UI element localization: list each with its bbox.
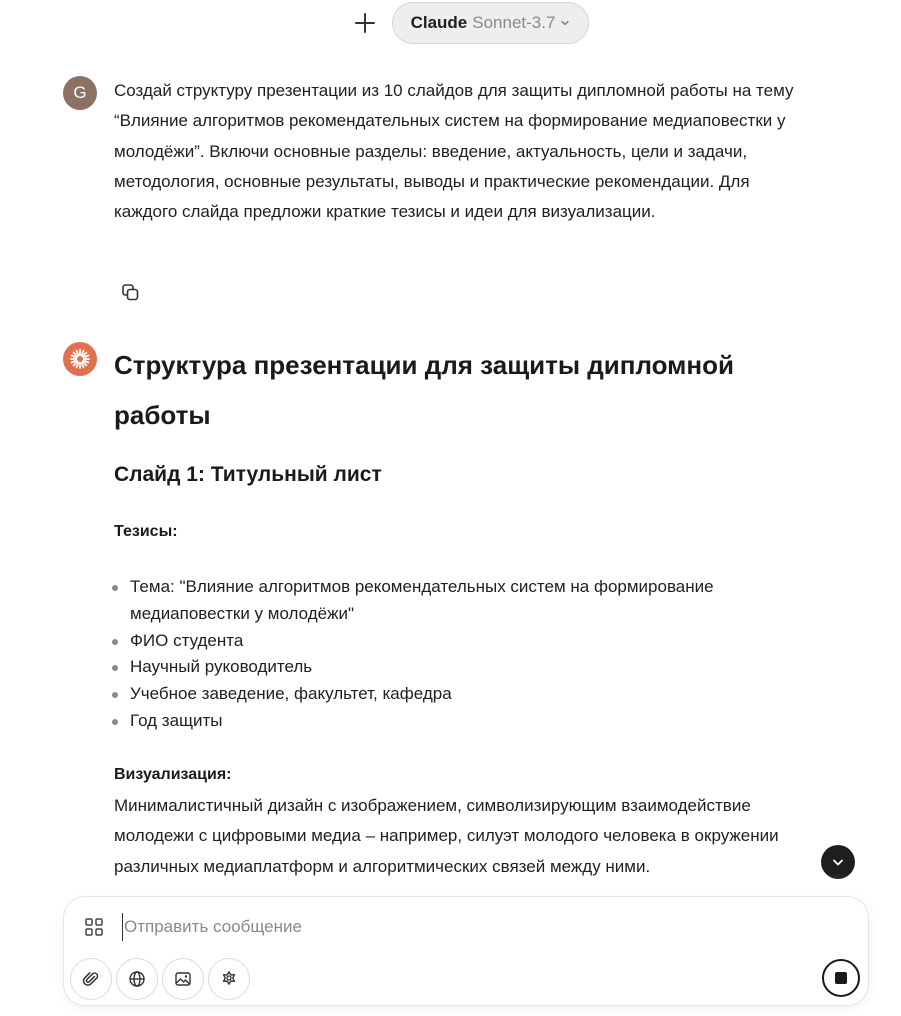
- slide-heading: Слайд 1: Титульный лист: [114, 463, 382, 486]
- plus-icon: [355, 13, 375, 33]
- tools-button[interactable]: [208, 958, 250, 1000]
- message-input[interactable]: [122, 913, 782, 941]
- apps-button[interactable]: [83, 916, 105, 938]
- list-item: Научный руководитель: [114, 654, 814, 681]
- globe-icon: [128, 970, 146, 988]
- top-bar: [0, 0, 901, 46]
- chevron-down-icon: [831, 855, 845, 869]
- list-item: Учебное заведение, факультет, кафедра: [114, 681, 814, 708]
- attach-button[interactable]: [70, 958, 112, 1000]
- answer-title: Структура презентации для защиты дипломной работы: [114, 350, 734, 430]
- list-item: ФИО студента: [114, 628, 814, 655]
- visualization-text: Минималистичный дизайн с изображением, символизирующим взаимодействие молодежи с цифровыми медиа – например, силуэт молодого человека в окружении различных медиаплатформ и алгоритмических связей между ними.: [114, 795, 779, 876]
- model-selector[interactable]: [392, 2, 589, 44]
- visualization-label: Визуализация:: [114, 765, 232, 783]
- copy-button[interactable]: [118, 280, 142, 304]
- message-composer: [63, 896, 869, 1006]
- theses-list: [114, 574, 814, 735]
- model-name: Claude: [410, 13, 468, 32]
- claude-logo-icon: [69, 348, 91, 370]
- chevron-down-icon: [560, 18, 570, 28]
- grid-icon: [84, 917, 104, 937]
- copy-icon: [120, 282, 140, 302]
- user-message-text: Создай структуру презентации из 10 слайдов для защиты дипломной работы на тему “Влияние алгоритмов рекомендательных систем на формирование медиаповестки у молодёжи”. Включи основные разделы: введение, актуальность, цели и задачи, методология, основные результаты, выводы и практические рекомендации. Для каждого слайда предложи краткие тезисы и идеи для визуализации.: [114, 81, 794, 222]
- model-version: Sonnet-3.7: [472, 13, 556, 32]
- web-search-button[interactable]: [116, 958, 158, 1000]
- paperclip-icon: [82, 970, 100, 988]
- image-icon: [174, 970, 192, 988]
- new-chat-button[interactable]: [350, 8, 380, 38]
- theses-label: Тезисы:: [114, 523, 178, 540]
- list-item: Тема: "Влияние алгоритмов рекомендательных систем на формирование медиаповестки у молодёжи": [114, 574, 814, 628]
- user-avatar: G: [63, 76, 97, 110]
- stop-icon: [835, 972, 847, 984]
- scroll-down-button[interactable]: [821, 845, 855, 879]
- stop-generation-button[interactable]: [822, 959, 860, 997]
- list-item: Год защиты: [114, 708, 814, 735]
- assistant-avatar: [63, 342, 97, 376]
- image-button[interactable]: [162, 958, 204, 1000]
- sparkle-gear-icon: [220, 970, 238, 988]
- assistant-message: [114, 340, 814, 882]
